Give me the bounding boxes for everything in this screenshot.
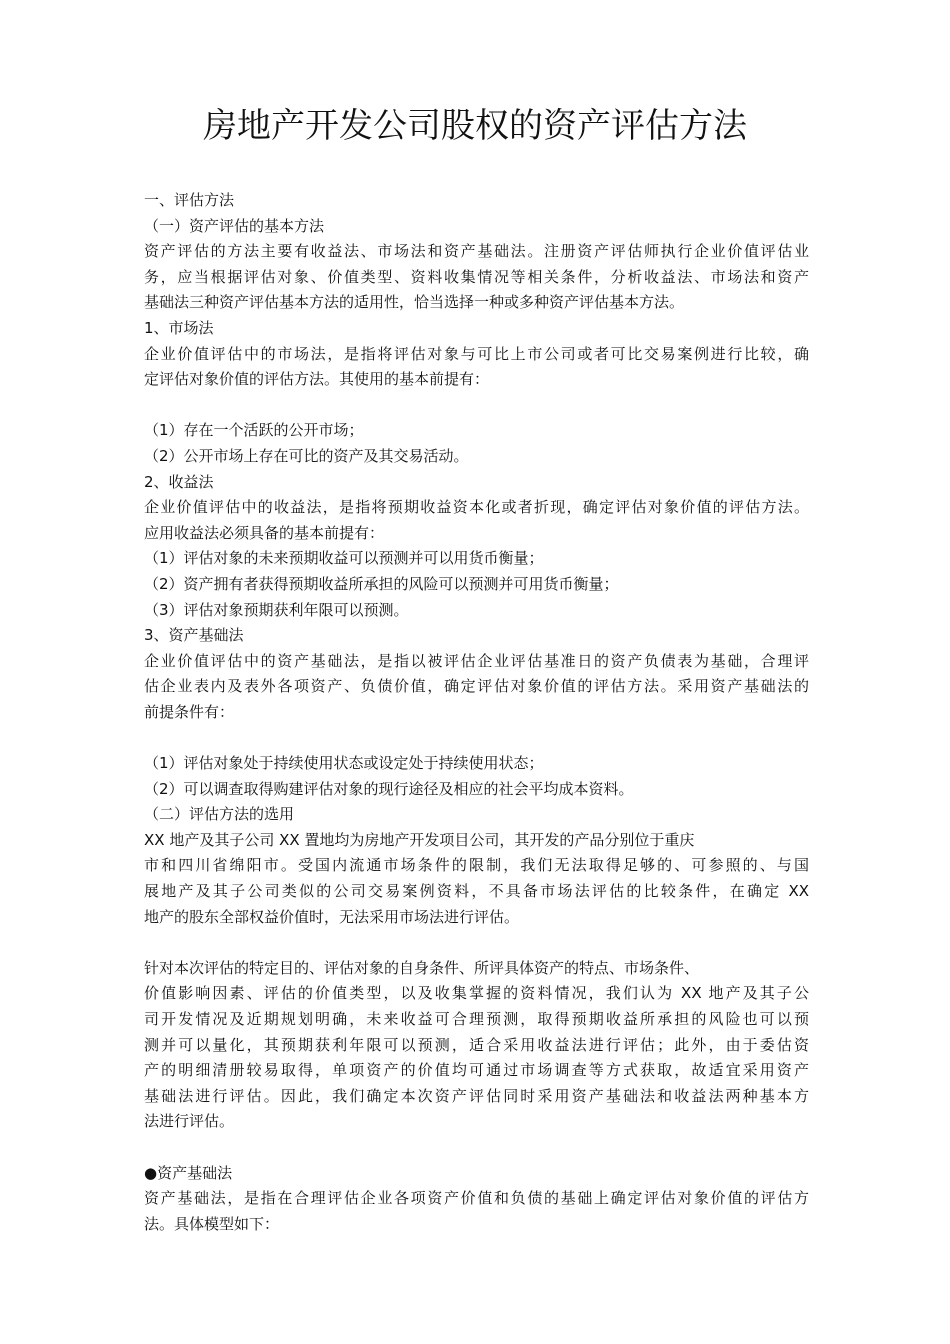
paragraph-line: 产的明细清册较易取得，单项资产的价值均可通过市场调查等方式获取，故适宜采用资产 — [144, 1061, 809, 1080]
blank-line — [144, 393, 809, 419]
bullet-heading: ●资产基础法 — [144, 1163, 233, 1182]
paragraph-line: 应用收益法必须具备的基本前提有： — [144, 523, 385, 542]
document-title: 房地产开发公司股权的资产评估方法 — [203, 106, 747, 146]
method-heading: 3、资产基础法 — [144, 626, 244, 645]
paragraph-line: 基础法三种资产评估基本方法的适用性，恰当选择一种或多种资产评估基本方法。 — [144, 293, 685, 312]
paragraph-line: 针对本次评估的特定目的、评估对象的自身条件、所评具体资产的特点、市场条件、 — [144, 958, 700, 977]
subsection-heading: （二）评估方法的选用 — [144, 805, 295, 824]
method-heading: 1、市场法 — [144, 318, 214, 337]
paragraph-line: 前提条件有： — [144, 702, 235, 721]
paragraph-line: 企业价值评估中的资产基础法，是指以被评估企业评估基准日的资产负债表为基础，合理评 — [144, 651, 809, 670]
paragraph-line: 资产评估的方法主要有收益法、市场法和资产基础法。注册资产评估师执行企业价值评估业 — [144, 242, 809, 261]
list-item: （1）评估对象处于持续使用状态或设定处于持续使用状态； — [144, 754, 544, 773]
paragraph-line: XX 地产及其子公司 XX 置地均为房地产开发项目公司，其开发的产品分别位于重庆 — [144, 830, 695, 849]
paragraph-line: 司开发情况及近期规划明确，未来收益可合理预测，取得预期收益所承担的风险也可以预 — [144, 1010, 809, 1028]
method-heading: 2、收益法 — [144, 472, 214, 491]
blank-line — [144, 1135, 809, 1161]
paragraph-line: 市和四川省绵阳市。受国内流通市场条件的限制，我们无法取得足够的、可参照的、与国 — [144, 856, 809, 875]
paragraph-line: 价值影响因素、评估的价值类型，以及收集掌握的资料情况，我们认为 XX 地产及其子公 — [144, 984, 809, 1003]
paragraph-line: 务，应当根据评估对象、价值类型、资料收集情况等相关条件，分析收益法、市场法和资产 — [144, 267, 809, 286]
list-item: （2）资产拥有者获得预期收益所承担的风险可以预测并可用货币衡量； — [144, 574, 619, 593]
paragraph-line: 企业价值评估中的收益法，是指将预期收益资本化或者折现，确定评估对象价值的评估方法。 — [144, 498, 809, 517]
list-item: （1）评估对象的未来预期收益可以预测并可以用货币衡量； — [144, 549, 544, 568]
paragraph-line: 资产基础法，是指在合理评估企业各项资产价值和负债的基础上确定评估对象价值的评估方 — [144, 1189, 809, 1208]
blank-line — [144, 930, 809, 956]
paragraph-line: 测并可以量化，其预期获利年限可以预测，适合采用收益法进行评估；此外，由于委估资 — [144, 1035, 809, 1054]
subsection-heading: （一）资产评估的基本方法 — [144, 216, 325, 235]
document-body — [144, 188, 809, 1237]
list-item: （3）评估对象预期获利年限可以预测。 — [144, 600, 409, 619]
blank-line — [144, 725, 809, 751]
paragraph-line: 定评估对象价值的评估方法。其使用的基本前提有： — [144, 370, 490, 389]
list-item: （2）公开市场上存在可比的资产及其交易活动。 — [144, 446, 469, 465]
list-item: （1）存在一个活跃的公开市场； — [144, 421, 364, 440]
paragraph-line: 法。具体模型如下： — [144, 1214, 280, 1233]
paragraph-line: 展地产及其子公司类似的公司交易案例资料，不具备市场法评估的比较条件，在确定 XX — [144, 882, 809, 901]
paragraph-line: 基础法进行评估。因此，我们确定本次资产评估同时采用资产基础法和收益法两种基本方 — [144, 1086, 809, 1105]
paragraph-line: 估企业表内及表外各项资产、负债价值，确定评估对象价值的评估方法。采用资产基础法的 — [144, 677, 809, 696]
section-heading: 一、评估方法 — [144, 191, 235, 209]
paragraph-line: 法进行评估。 — [144, 1112, 235, 1131]
list-item: （2）可以调查取得购建评估对象的现行途径及相应的社会平均成本资料。 — [144, 779, 634, 798]
paragraph-line: 企业价值评估中的市场法，是指将评估对象与可比上市公司或者可比交易案例进行比较，确 — [144, 344, 809, 363]
paragraph-line: 地产的股东全部权益价值时，无法采用市场法进行评估。 — [144, 907, 520, 926]
